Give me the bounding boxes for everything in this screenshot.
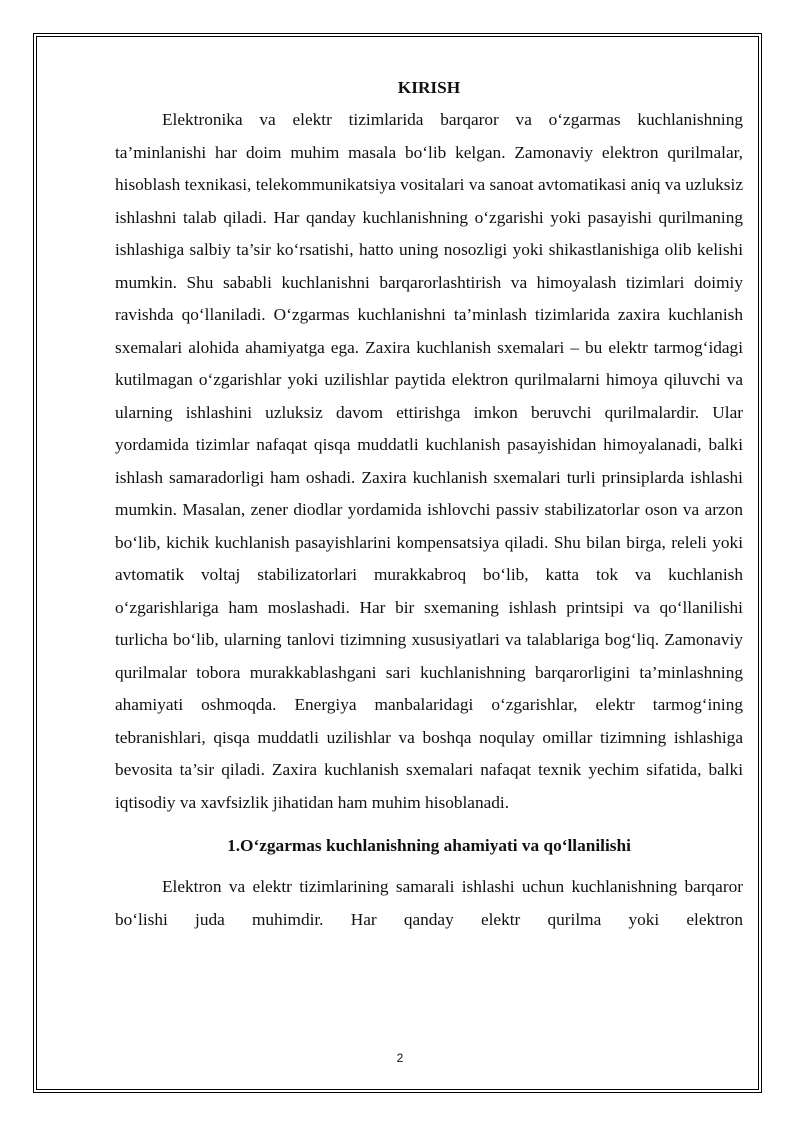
- section-paragraph: Elektron va elektr tizimlarining samarali ishlashi uchun kuchlanishning barqaror bo‘lishi juda muhimdir. Har qanday elektr qurilma yoki elektron: [115, 877, 743, 929]
- document-body: [115, 74, 743, 936]
- heading-kirish: KIRISH: [397, 78, 461, 97]
- section-heading: 1.O‘zgarmas kuchlanishning ahamiyati va qo‘llanilishi: [227, 836, 631, 855]
- page-number: 2: [396, 1051, 404, 1065]
- intro-paragraph: Elektronika va elektr tizimlarida barqaror va o‘zgarmas kuchlanishning ta’minlanishi har doim muhim masala bo‘lib kelgan. Zamonaviy elektron qurilmalar, hisoblash texnikasi, telekommunikatsiya vositalari va sanoat avtomatikasi aniq va uzluksiz ishlashni talab qiladi. Har qanday kuchlanishning o‘zgarishi yoki pasayishi qurilmaning ishlashiga salbiy ta’sir ko‘rsatishi, hatto uning nosozligi yoki shikastlanishiga olib kelishi mumkin. Shu sababli kuchlanishni barqarorlashtirish va himoyalash tizimlari doimiy ravishda qo‘llaniladi. O‘zgarmas kuchlanishni ta’minlash tizimlarida zaxira kuchlanish sxemalari alohida ahamiyatga ega. Zaxira kuchlanish sxemalari – bu elektr tarmog‘idagi kutilmagan o‘zgarishlar yoki uzilishlar paytida elektron qurilmalarni himoya qiluvchi va ularning ishlashini uzluksiz davom ettirishga imkon beruvchi qurilmalardir. Ular yordamida tizimlar nafaqat qisqa muddatli kuchlanish pasayishidan himoyalanadi, balki ishlash samaradorligi ham oshadi. Zaxira kuchlanish sxemalari turli prinsiplarda ishlashi mumkin. Masalan, zener diodlar yordamida ishlovchi passiv stabilizatorlar oson va arzon bo‘lib, kichik kuchlanish pasayishlarini kompensatsiya qiladi. Shu bilan birga, releli yoki avtomatik voltaj stabilizatorlari murakkabroq bo‘lib, katta tok va kuchlanish o‘zgarishlariga ham moslashadi. Har bir sxemaning ishlash printsipi va qo‘llanilishi turlicha bo‘lib, ularning tanlovi tizimning xususiyatlari va talablariga bog‘liq. Zamonaviy qurilmalar tobora murakkablashgani sari kuchlanishning barqarorligini ta’minlashning ahamiyati oshmoqda. Energiya manbalaridagi o‘zgarishlar, elektr tarmog‘ining tebranishlari, qisqa muddatli uzilishlar va boshqa noqulay omillar tizimning ishlashiga bevosita ta’sir qiladi. Zaxira kuchlanish sxemalari nafaqat texnik yechim sifatida, balki iqtisodiy va xavfsizlik jihatidan ham muhim hisoblanadi.: [115, 110, 743, 812]
